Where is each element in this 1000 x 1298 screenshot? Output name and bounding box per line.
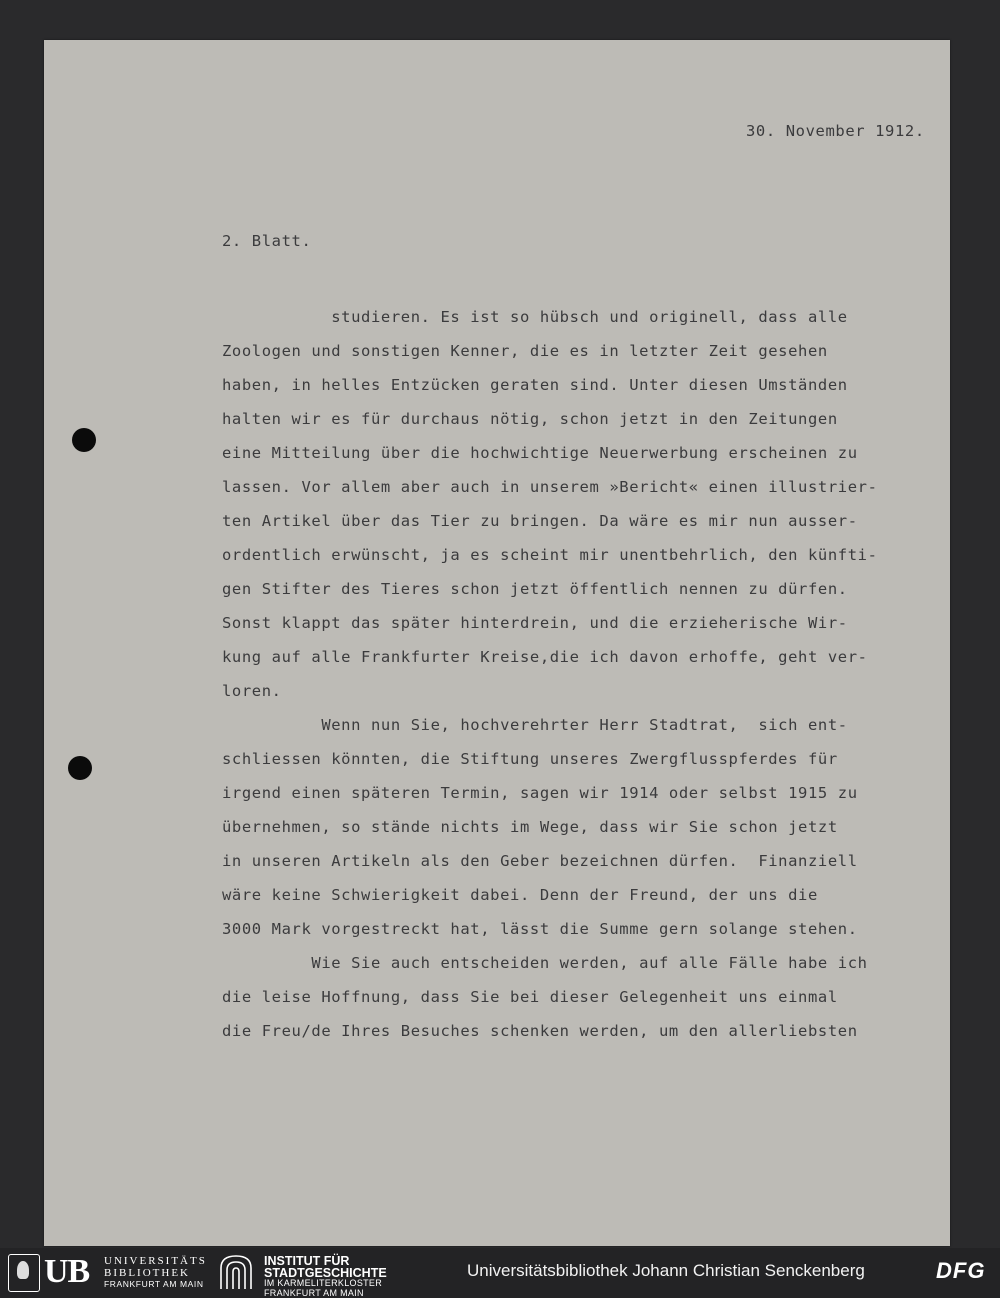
punch-hole-top (72, 428, 96, 452)
body-line: gen Stifter des Tieres schon jetzt öffentlich nennen zu dürfen. (222, 572, 848, 606)
body-line: die Freu/de Ihres Besuches schenken werden, um den allerliebsten (222, 1014, 858, 1048)
body-line: halten wir es für durchaus nötig, schon jetzt in den Zeitungen (222, 402, 838, 436)
isg-logo-line: IM KARMELITERKLOSTER (264, 1279, 387, 1289)
viewer-footer (0, 1248, 1000, 1296)
body-line: 3000 Mark vorgestreckt hat, lässt die Summe gern solange stehen. (222, 912, 858, 946)
ub-logo-line: BIBLIOTHEK (104, 1268, 207, 1280)
body-line: wäre keine Schwierigkeit dabei. Denn der Freund, der uns die (222, 878, 818, 912)
body-line: irgend einen späteren Termin, sagen wir 1914 oder selbst 1915 zu (222, 776, 858, 810)
ub-logo-text (104, 1256, 207, 1291)
ub-logo-line: UNIVERSITÄTS (104, 1256, 207, 1268)
body-line: in unseren Artikeln als den Geber bezeichnen dürfen. Finanziell (222, 844, 858, 878)
body-line: übernehmen, so stände nichts im Wege, dass wir Sie schon jetzt (222, 810, 838, 844)
body-line: eine Mitteilung über die hochwichtige Neuerwerbung erscheinen zu (222, 436, 858, 470)
arch-icon (218, 1254, 254, 1290)
isg-logo-line: INSTITUT FÜR (264, 1255, 387, 1267)
body-line: schliessen könnten, die Stiftung unseres Zwergflusspferdes für (222, 742, 838, 776)
body-line: Zoologen und sonstigen Kenner, die es in letzter Zeit gesehen (222, 334, 828, 368)
ub-mark: UB (44, 1254, 89, 1290)
body-line: haben, in helles Entzücken geraten sind. Unter diesen Umständen (222, 368, 848, 402)
body-line: lassen. Vor allem aber auch in unserem »Bericht« einen illustrier- (222, 470, 878, 504)
body-line: Sonst klappt das später hinterdrein, und die erzieherische Wir- (222, 606, 848, 640)
sheet-number: 2. Blatt. (222, 232, 311, 250)
institution-name[interactable]: Universitätsbibliothek Johann Christian Senckenberg (467, 1261, 865, 1281)
isg-logo-line: STADTGESCHICHTE (264, 1267, 387, 1279)
body-line: studieren. Es ist so hübsch und originell, dass alle (222, 300, 848, 334)
body-line: Wie Sie auch entscheiden werden, auf alle Fälle habe ich (222, 946, 868, 980)
isg-logo-text (264, 1255, 387, 1298)
ub-logo-line: FRANKFURT AM MAIN (104, 1279, 207, 1291)
body-line: die leise Hoffnung, dass Sie bei dieser Gelegenheit uns einmal (222, 980, 838, 1014)
body-line: ten Artikel über das Tier zu bringen. Da wäre es mir nun ausser- (222, 504, 858, 538)
body-line: ordentlich erwünscht, ja es scheint mir unentbehrlich, den künfti- (222, 538, 878, 572)
dfg-logo[interactable]: DFG (936, 1258, 985, 1284)
ub-seal-icon (8, 1254, 40, 1292)
body-line: loren. (222, 674, 282, 708)
body-line: kung auf alle Frankfurter Kreise,die ich davon erhoffe, geht ver- (222, 640, 868, 674)
letter-date: 30. November 1912. (746, 122, 925, 140)
isg-logo-line: FRANKFURT AM MAIN (264, 1289, 387, 1298)
body-line: Wenn nun Sie, hochverehrter Herr Stadtrat, sich ent- (222, 708, 848, 742)
punch-hole-bottom (68, 756, 92, 780)
